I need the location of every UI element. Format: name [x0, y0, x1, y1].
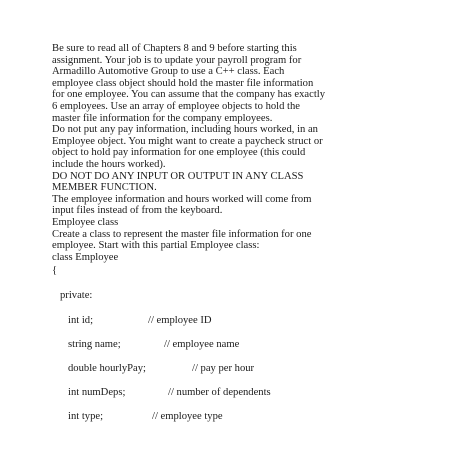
member-comment: // employee ID: [148, 315, 212, 326]
text-line: employee. Start with this partial Employee class:: [52, 240, 260, 252]
text-line: Do not put any pay information, including hours worked, in an: [52, 124, 318, 136]
text-line: input files instead of from the keyboard.: [52, 205, 223, 217]
member-line: [52, 363, 424, 375]
text-line: DO NOT DO ANY INPUT OR OUTPUT IN ANY CLASS: [52, 170, 304, 182]
text-line: MEMBER FUNCTION.: [52, 182, 157, 194]
class-declaration: class Employee: [52, 251, 119, 263]
text-line: for one employee. You can assume that the company has exactly: [52, 89, 326, 101]
member-statement: int type;: [68, 411, 104, 422]
text-line: The employee information and hours worked will come from: [52, 193, 312, 205]
text-line: employee class object should hold the master file information: [52, 77, 314, 89]
text-line: Be sure to read all of Chapters 8 and 9 before starting this: [52, 43, 297, 54]
open-brace: {: [52, 265, 58, 276]
section-heading: Employee class: [52, 216, 119, 228]
member-line: [52, 387, 424, 399]
access-specifier: private:: [60, 290, 93, 301]
text-line: assignment. Your job is to update your payroll program for: [52, 54, 302, 66]
member-comment: // employee type: [152, 411, 223, 422]
member-comment: // pay per hour: [192, 363, 255, 374]
text-line: Armadillo Automotive Group to use a C++ class. Each: [52, 66, 285, 78]
member-line: [52, 339, 424, 351]
member-statement: int numDeps;: [68, 387, 126, 398]
text-line: 6 employees. Use an array of employee objects to hold the: [52, 100, 300, 112]
text-line: Employee object. You might want to create a paycheck struct or: [52, 135, 323, 147]
assignment-text: [52, 43, 424, 263]
member-line: [52, 315, 424, 327]
member-line: [52, 411, 424, 423]
member-statement: string name;: [68, 339, 121, 350]
text-line: Create a class to represent the master file information for one: [52, 228, 312, 240]
text-line: object to hold pay information for one employee (this could: [52, 147, 306, 159]
member-statement: int id;: [68, 315, 94, 326]
text-line: master file information for the company employees.: [52, 112, 273, 124]
member-comment: // employee name: [164, 339, 240, 350]
code-listing: [52, 252, 424, 423]
member-comment: // number of dependents: [168, 387, 271, 398]
text-line: include the hours worked).: [52, 158, 166, 170]
member-statement: double hourlyPay;: [68, 363, 146, 374]
